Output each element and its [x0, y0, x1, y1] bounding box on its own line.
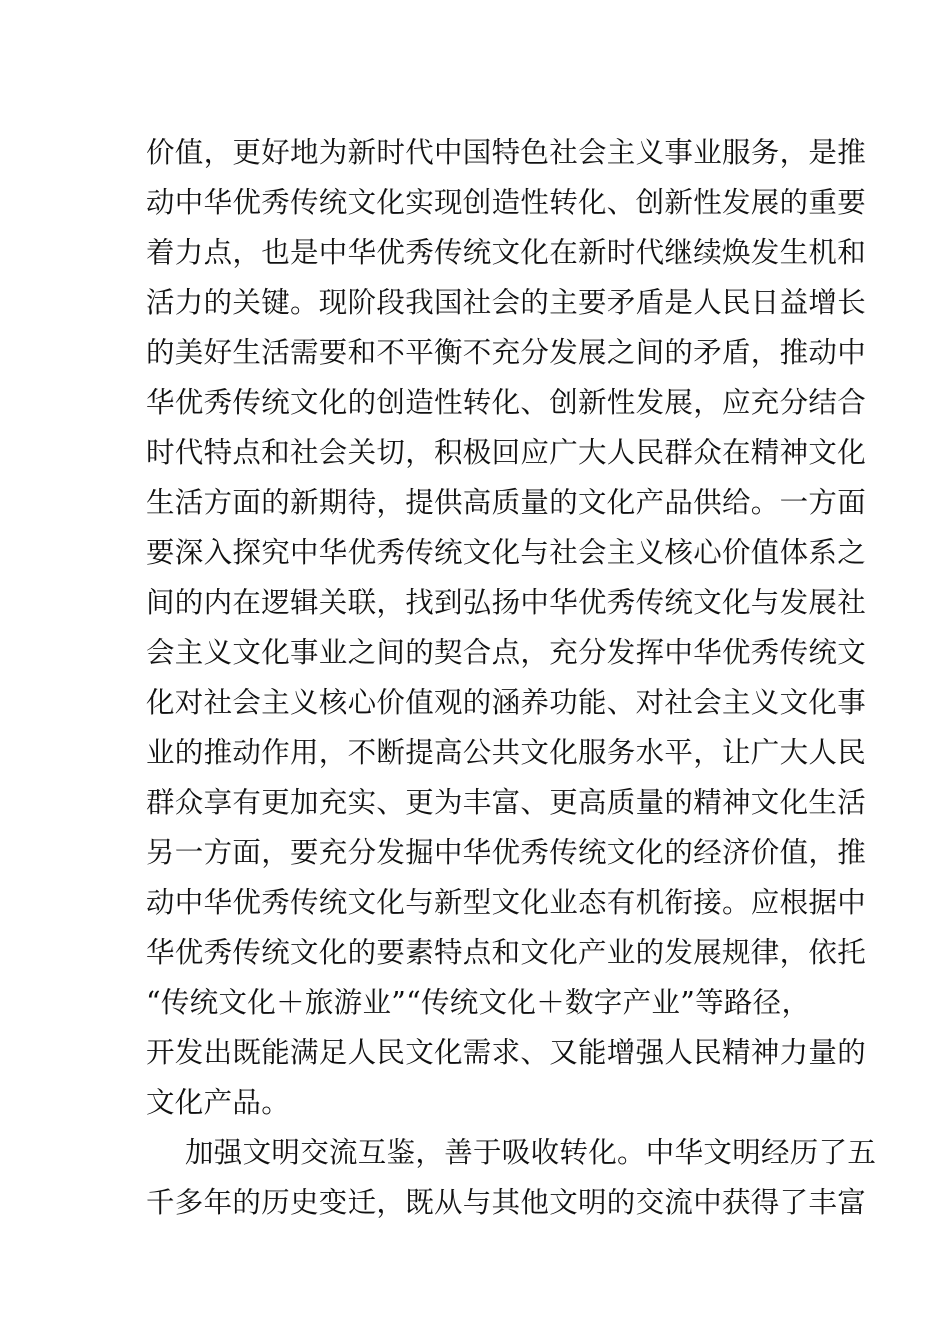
text-line: 业的推动作用，不断提高公共文化服务水平，让广大人民	[146, 736, 867, 769]
text-line: “传统文化＋旅游业”“传统文化＋数字产业”等路径，	[146, 986, 811, 1019]
text-line: 活力的关键。现阶段我国社会的主要矛盾是人民日益增长	[146, 286, 867, 319]
text-line: 动中华优秀传统文化实现创造性转化、创新性发展的重要	[146, 186, 867, 219]
paragraph-start-line: 加强文明交流互鉴，善于吸收转化。中华文明经历了五	[185, 1136, 877, 1169]
text-line: 华优秀传统文化的要素特点和文化产业的发展规律，依托	[146, 936, 867, 969]
text-line: 生活方面的新期待，提供高质量的文化产品供给。一方面	[146, 486, 867, 519]
text-line: 千多年的历史变迁，既从与其他文明的交流中获得了丰富	[146, 1186, 867, 1219]
text-line: 要深入探究中华优秀传统文化与社会主义核心价值体系之	[146, 536, 867, 569]
text-line: 的美好生活需要和不平衡不充分发展之间的矛盾，推动中	[146, 336, 867, 369]
text-line: 时代特点和社会关切，积极回应广大人民群众在精神文化	[146, 436, 867, 469]
text-line: 文化产品。	[146, 1086, 291, 1119]
text-line: 着力点，也是中华优秀传统文化在新时代继续焕发生机和	[146, 236, 867, 269]
text-line: 会主义文化事业之间的契合点，充分发挥中华优秀传统文	[146, 636, 867, 669]
text-line: 化对社会主义核心价值观的涵养功能、对社会主义文化事	[146, 686, 867, 719]
text-line: 间的内在逻辑关联，找到弘扬中华优秀传统文化与发展社	[146, 586, 867, 619]
text-line: 另一方面，要充分发掘中华优秀传统文化的经济价值，推	[146, 836, 867, 869]
text-line: 价值，更好地为新时代中国特色社会主义事业服务，是推	[146, 136, 867, 169]
text-line: 华优秀传统文化的创造性转化、创新性发展，应充分结合	[146, 386, 867, 419]
text-line: 开发出既能满足人民文化需求、又能增强人民精神力量的	[146, 1036, 867, 1069]
text-line: 动中华优秀传统文化与新型文化业态有机衔接。应根据中	[146, 886, 867, 919]
text-line: 群众享有更加充实、更为丰富、更高质量的精神文化生活	[146, 786, 867, 819]
